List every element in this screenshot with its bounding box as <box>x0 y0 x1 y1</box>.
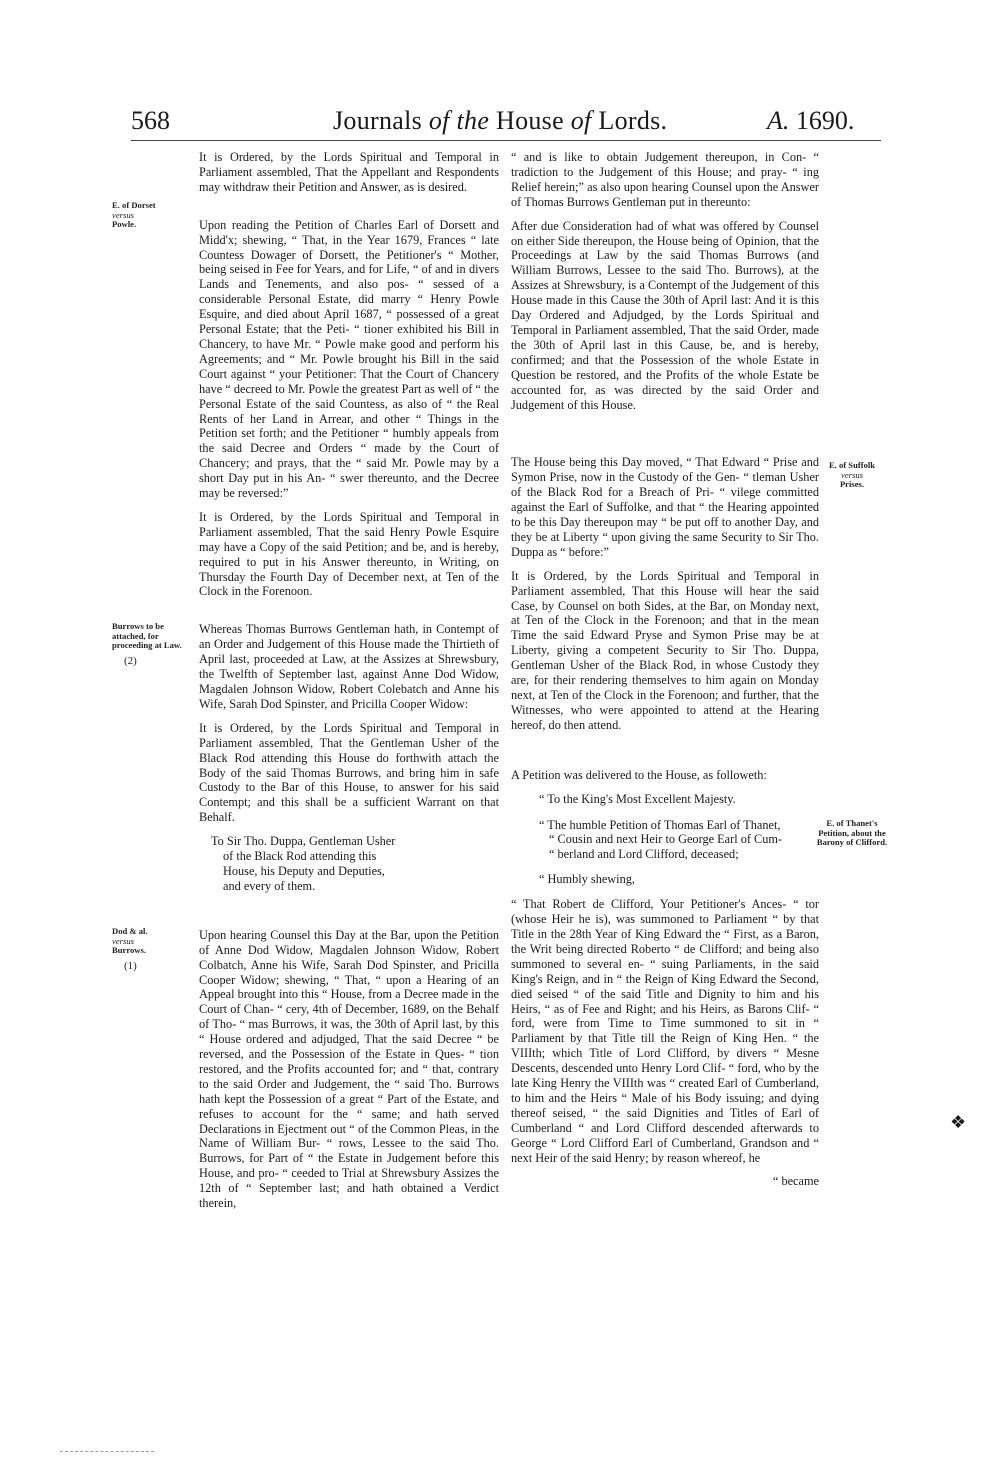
margin-note-dod: Dod & al. versus Burrows. (1) <box>112 926 148 972</box>
margin-note-burrows: Burrows to be attached, for proceeding at Law. (2) <box>112 621 182 667</box>
margin-note-thanet: E. of Thanet's Petition, about the Barony of Clifford. <box>816 818 888 848</box>
paragraph-burrows-contempt: Whereas Thomas Burrows Gentleman hath, in Contempt of an Order and Judgement of this House made the Thirtieth of April last, proceeded at Law, at the Assizes at Shrewsbury, the Twelfth of September last, against Anne Dod Widow, Magdalen Johnson Widow, Robert Colebatch and Anne his Wife, Sarah Dod Spinster, and Pricilla Cooper Widow: <box>199 622 499 711</box>
humbly-shewing: “ Humbly shewing, <box>539 872 635 887</box>
paragraph-prise-motion: The House being this Day moved, “ That Edward “ Prise and Symon Prise, now in the Custody of the Gen- “ tleman Usher of the Black Rod for a Breach of Pri- “ vilege committed against the Earl of Suffolke, and that “ the Hearing appointed to be this Day thereupon may “ be put off to another Day, and they be at Liberty “ upon giving the same Security to Sir Tho. Duppa as “ before:” <box>511 455 819 559</box>
margin-note-dorsett: E. of Dorset versus Powle. <box>112 200 156 230</box>
warrant-address: To Sir Tho. Duppa, Gentleman Usher of the Black Rod attending this House, his Deputy and Deputies, and every of them. <box>211 834 396 893</box>
paragraph-petition-intro: A Petition was delivered to the House, as followeth: <box>511 767 767 782</box>
paragraph-burrows-judgement: After due Consideration had of what was offered by Counsel on either Side thereupon, the House being of Opinion, that the Proceedings at Law by the said Thomas Burrows (and William Burrows, Lessee to the said Tho. Burrows), at the Assizes at Shrewsbury, is a Contempt of the Judgement of this House made in this Cause the 30th of April last: And it is this Day Ordered and Adjudged, by the Lords Spiritual and Temporal in Parliament assembled, That the said Order, made the 30th of April last in this Cause, be, and is hereby, confirmed; and that the Possession of the whole Estate in Question be restored, and the Profits of the whole Estate be accounted for, as was directed by the said Order and Judgement of this House. <box>511 218 819 412</box>
petition-to-king: “ To the King's Most Excellent Majesty. <box>539 791 736 806</box>
header-rule <box>131 140 881 141</box>
paragraph-attach-order: It is Ordered, by the Lords Spiritual and Temporal in Parliament assembled, That the Gentleman Usher of the Black Rod attending this House do forthwith attach the Body of the said Thomas Burrows, and bring him in safe Custody to the Bar of this House, to answer for his said Contempt; and this shall be a sufficient Warrant on that Behalf. <box>199 720 499 825</box>
bottom-rule <box>60 1451 154 1452</box>
paragraph-dod-hearing: Upon hearing Counsel this Day at the Bar, upon the Petition of Anne Dod Widow, Magdalen Johnson Widow, Robert Colbatch, Anne his Wife, Sarah Dod Spinster, and Pricilla Cooper Widow; shewing, “ That, “ upon a Hearing of an Appeal brought into this “ House, from a Decree made in the Court of Chan- “ cery, 4th of December, 1689, on the Behalf of Tho- “ mas Burrows, it was, the 30th of April last, by this “ House ordered and adjudged, That the said Decree “ be reversed, and the Possession of the Estate in Ques- “ tion restored, and the Profits accounted for; and “ that, contrary to the said Order and Judgement, the “ said Tho. Burrows hath kept the Possession of a great “ Part of the Estate, and refuses to account for the “ same; and hath served Declarations in Ejectment out “ of the Common Pleas, in the Name of William Bur- “ rows, Lessee to the said Tho. Burrows, for Part of “ the Estate in Judgement before this House, and pro- “ ceeded to Trial at Shrewsbury Assizes the 12th of “ September last; and hath obtained a Verdict therein, <box>199 927 499 1211</box>
paragraph-dorsett-petition: Upon reading the Petition of Charles Earl of Dorsett and Midd'x; shewing, “ That, in the Year 1679, Frances “ late Countess Dowager of Dorsett, the Petitioner's “ Mother, being seised in Fee for Years, and for Life, “ of and in divers Lands and Tenements, and also pos- “ sessed of a considerable Personal Estate, did marry “ Henry Powle Esquire, and died about April 1687, “ possessed of a great Personal Estate; that the Peti- “ tioner exhibited his Bill in Chancery, to have Mr. “ Powle make good and perform his Agreements; and “ Mr. Powle brought his Bill in the said Court against “ your Petitioner: That the Court of Chancery have “ decreed to Mr. Powle the greatest Part as well of “ the Personal Estate of the said Countess, as also of “ the Real Rents of her Land in Arrear, and other “ Things in the Petition set forth; and the Petitioner “ humbly appeals from the said Decree and Orders “ made by the Court of Chancery; and prays, that the “ said Mr. Powle may by a short Day put in his An- “ swer thereunto, and the Decree may be reversed:” <box>199 217 499 501</box>
paragraph-prise-order: It is Ordered, by the Lords Spiritual and Temporal in Parliament assembled, That this House will hear the said Case, by Counsel on both Sides, at the Bar, on Monday next, at Ten of the Clock in the Forenoon; and that in the mean Time the said Edward Pryse and Symon Prise may be at Liberty, giving a competent Security to Sir Tho. Duppa, Gentleman Usher of the Black Rod, in whose Custody they are, for their rendering themselves to him again on Monday next, at Ten of the Clock in the Forenoon; and further, that the Witnesses, who were appointed to attend at the Hearing hereof, do then attend. <box>511 568 819 732</box>
journal-title: Journals of the House of Lords. <box>333 106 668 135</box>
petition-heading: “ To the King's Most Excellent Majesty. “ The humble Petition of Thomas Earl of Thanet, “ Cousin and next Heir to George Earl of Cum- “ berland and Lord Clifford, deceased; “ Humbly shewing, <box>539 792 819 888</box>
right-column <box>511 150 819 1189</box>
running-header <box>0 106 992 142</box>
paragraph-dod-continued: “ and is like to obtain Judgement thereupon, in Con- “ tradiction to the Judgement of this House; and pray- “ ing Relief herein;” as also upon hearing Counsel upon the Answer of Thomas Burrows Gentleman put in thereunto: <box>511 150 819 209</box>
paragraph-withdraw-order: It is Ordered, by the Lords Spiritual and Temporal in Parliament assembled, That the Appellant and Respondents may withdraw their Petition and Answer, as is desired. <box>199 150 499 194</box>
margin-note-suffolk: E. of Suffolk versus Prises. <box>828 460 876 490</box>
page-number: 568 <box>131 106 170 135</box>
paragraph-clifford-descent: “ That Robert de Clifford, Your Petitioner's Ances- “ tor (whose Heir he is), was summoned to Parliament “ by that Title in the 28th Year of King Edward the “ First, as a Baron, the Writ being directed Roberto “ de Clifford; and being also summoned to several en- “ suing Parliaments, in the said King's Reign, and in “ the Reign of King Edward the Second, died seised “ of the said Title and Dignity to him and his Heirs, “ as of Fee and Right; and his Heirs, as Barons Clif- “ ford, were from Time to Time summoned to sit in “ Parliament by that Title till the Reign of King Hen. “ the VIIIth; which Title of Lord Clifford, by divers “ Mesne Descents, descended unto Henry Lord Clif- “ ford, who by the late King Henry the VIIIth was “ created Earl of Cumberland, to him and the Heirs “ Male of his Body issuing; and dying thereof seised, “ the said Dignities and Titles of Earl of Cumberland “ and Lord Clifford descended afterwards to George “ Lord Clifford Earl of Cumberland, Grandson and “ next Heir of the said Henry; by reason whereof, he <box>511 897 819 1165</box>
paragraph-powle-answer-order: It is Ordered, by the Lords Spiritual and Temporal in Parliament assembled, That the said Henry Powle Esquire may have a Copy of the said Petition; and be, and is hereby, required to put in his Answer thereunto, in Writing, on Thursday the Fourth Day of December next, at Ten of the Clock in the Forenoon. <box>199 509 499 599</box>
left-column <box>199 150 499 1220</box>
year-heading: A. 1690. <box>767 106 855 135</box>
printer-mark-icon: ❖ <box>950 1112 967 1132</box>
catchword: “ became <box>772 1174 819 1189</box>
